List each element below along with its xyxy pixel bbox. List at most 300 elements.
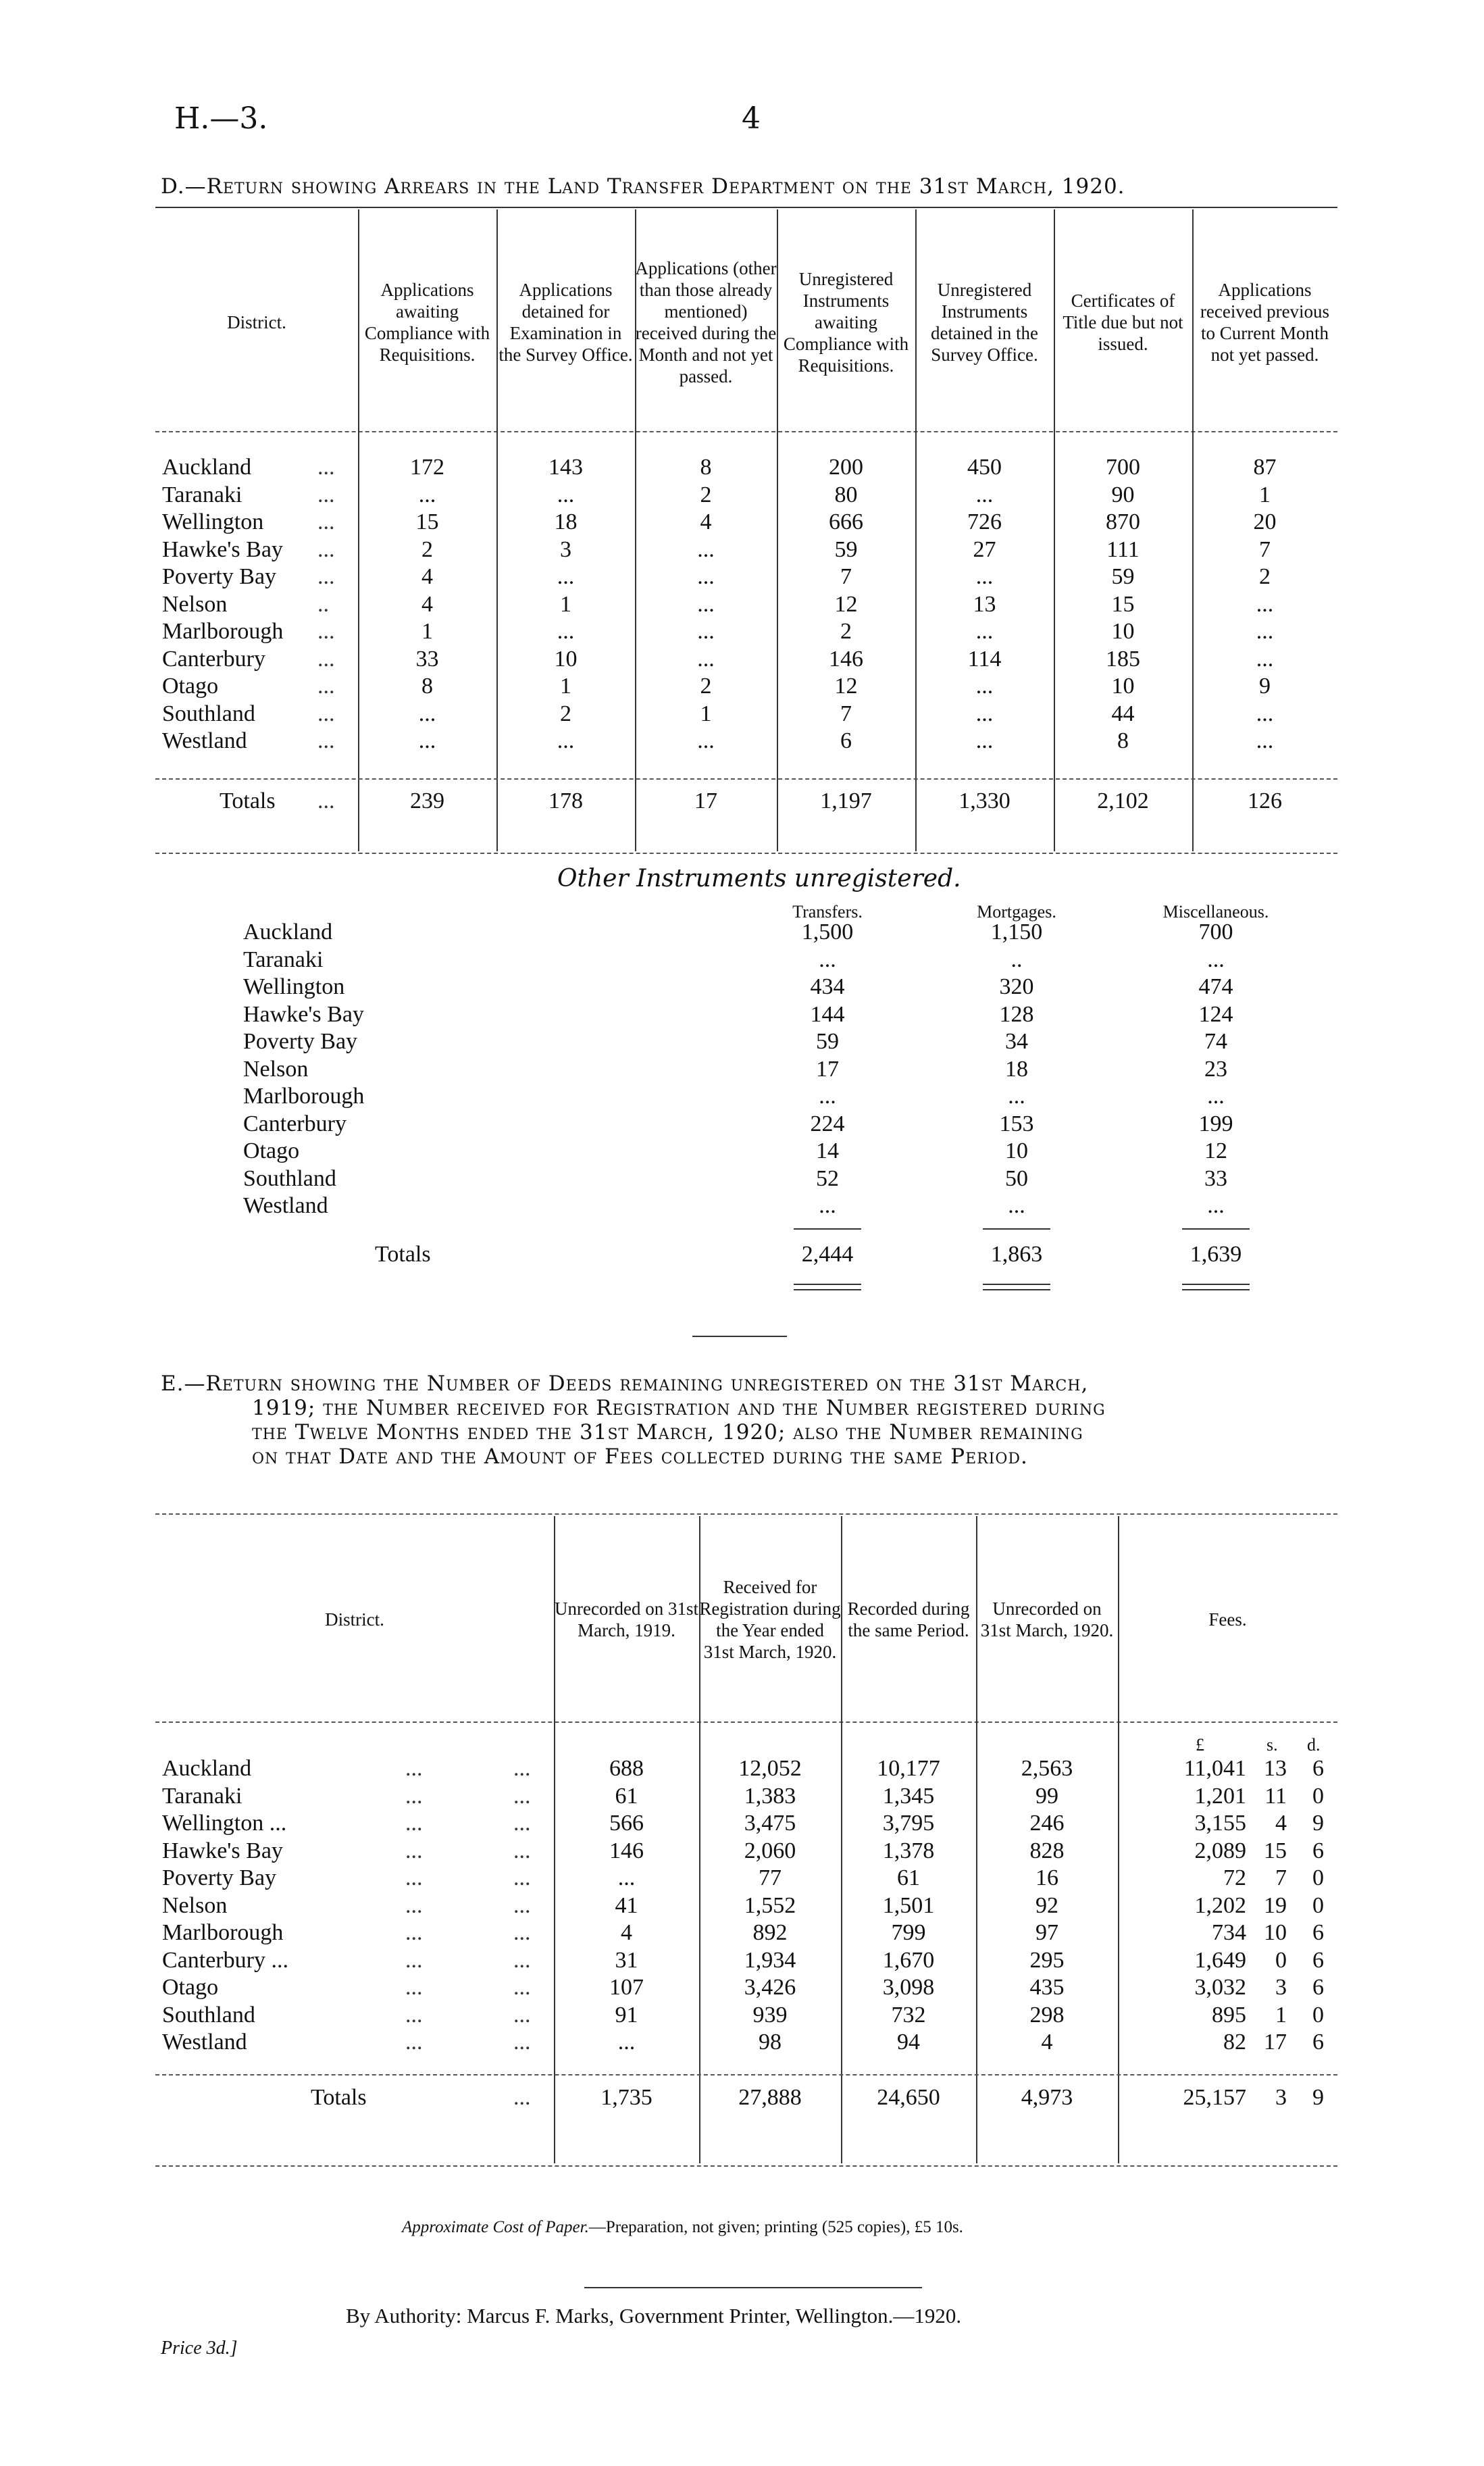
column-header xyxy=(554,1521,699,1717)
value-cell: 1,552 xyxy=(744,1892,796,1918)
value-cell: 4 xyxy=(1041,2030,1053,2055)
value-cell: 178 xyxy=(548,788,583,813)
fees-pence: 0 xyxy=(1312,2002,1324,2028)
price-note: Price 3d.] xyxy=(161,2338,238,2359)
value-cell: 23 xyxy=(1204,1056,1227,1082)
value-cell: ... xyxy=(1207,947,1225,972)
value-cell: 2,563 xyxy=(1021,1756,1073,1781)
value-cell: ... xyxy=(697,646,715,672)
leader-dots: ... xyxy=(513,2030,531,2055)
value-cell: 27 xyxy=(973,536,996,562)
district-name: Southland xyxy=(162,701,255,726)
column-header-text: Applications (other than those already mentioned) received during the Month and not yet passed. xyxy=(635,258,777,386)
leader-dots: ... xyxy=(405,2030,423,2055)
district-name: Nelson xyxy=(162,1892,228,1918)
column-header xyxy=(915,218,1054,427)
totals-rule xyxy=(155,2074,1337,2075)
value-cell: 10 xyxy=(554,646,578,672)
column-header xyxy=(358,218,496,427)
value-cell: 1,639 xyxy=(1189,1242,1242,1267)
totals-rule xyxy=(155,778,1337,780)
fees-pence: 0 xyxy=(1312,1865,1324,1890)
value-cell: 732 xyxy=(891,2002,926,2028)
value-cell: 2,102 xyxy=(1097,788,1149,813)
leader-dots: ... xyxy=(513,1975,531,2000)
table-e-title-line: Return showing the Number of Deeds remaining unregistered on the 31st March, xyxy=(205,1372,1089,1396)
leader-dots: ... xyxy=(317,564,335,589)
table-e-title-line: the Twelve Months ended the 31st March, 1920; also the Number remaining xyxy=(252,1420,1083,1444)
list-item xyxy=(0,1111,1484,1138)
district-name: Wellington xyxy=(243,974,345,999)
value-cell: 2 xyxy=(700,674,712,699)
leader-dots: ... xyxy=(405,1892,423,1918)
value-cell: 61 xyxy=(897,1865,920,1890)
value-cell: 4 xyxy=(421,591,433,617)
table-row xyxy=(0,646,1484,673)
value-cell: 1,378 xyxy=(882,1838,935,1863)
value-cell: ... xyxy=(557,564,575,589)
column-header-text: Applications detained for Examination in the Survey Office. xyxy=(498,280,633,365)
value-cell: ... xyxy=(697,619,715,644)
fees-unit: s. xyxy=(1266,1735,1278,1755)
value-cell: 114 xyxy=(967,646,1002,672)
value-cell: 1 xyxy=(560,591,571,617)
table-e-header-rule xyxy=(155,1721,1337,1723)
value-cell: 17 xyxy=(816,1056,839,1082)
value-cell: 1 xyxy=(700,701,712,726)
value-cell: 50 xyxy=(1005,1165,1028,1191)
fees-pence: 6 xyxy=(1312,1920,1324,1945)
column-header-text: Unrecorded on 31st March, 1919. xyxy=(555,1599,698,1640)
value-cell: 12 xyxy=(834,591,858,617)
section-separator xyxy=(692,1336,787,1337)
column-header-text: Applications awaiting Compliance with Requisitions. xyxy=(364,280,490,365)
authority-rule xyxy=(584,2287,922,2288)
table-d-prefix: D.— xyxy=(161,174,207,199)
district-name: Totals xyxy=(220,788,276,813)
leader-dots: ... xyxy=(317,788,335,813)
value-cell: 77 xyxy=(759,1865,782,1890)
column-header xyxy=(1054,218,1192,427)
value-cell: 6 xyxy=(840,728,852,753)
fees-shillings: 3 xyxy=(1275,1975,1287,2000)
table-row xyxy=(0,1947,1484,1974)
table-e-bottom-rule xyxy=(155,2165,1337,2167)
value-cell: 2 xyxy=(560,701,571,726)
other-instruments-title: Other Instruments unregistered. xyxy=(557,865,961,892)
district-name: Nelson xyxy=(243,1056,309,1082)
fees-pounds: 11,041 xyxy=(1183,1756,1246,1781)
value-cell: 1,500 xyxy=(801,920,854,945)
value-cell: ... xyxy=(418,482,436,507)
leader-dots: ... xyxy=(405,1756,423,1781)
leader-dots: ... xyxy=(317,646,335,672)
table-row xyxy=(0,2029,1484,2056)
table-row xyxy=(0,1919,1484,1946)
fees-pence: 6 xyxy=(1312,1947,1324,1973)
value-cell: 1,863 xyxy=(990,1242,1043,1267)
leader-dots: ... xyxy=(405,1783,423,1809)
fees-pounds: 25,157 xyxy=(1183,2085,1246,2110)
value-cell: 726 xyxy=(967,509,1002,534)
cost-label: Approximate Cost of Paper. xyxy=(402,2218,589,2236)
district-name: Westland xyxy=(162,2030,247,2055)
column-header-text: Unregistered Instruments awaiting Compliance with Requisitions. xyxy=(783,269,909,376)
leader-dots: ... xyxy=(513,2085,531,2110)
fees-unit: d. xyxy=(1307,1735,1321,1755)
table-e-prefix: E.— xyxy=(161,1372,206,1396)
fees-pence: 9 xyxy=(1312,2085,1324,2110)
value-cell: 700 xyxy=(1198,920,1233,945)
leader-dots: ... xyxy=(513,1947,531,1973)
sum-rule xyxy=(1182,1228,1250,1230)
district-name: Taranaki xyxy=(243,947,324,972)
value-cell: 99 xyxy=(1035,1783,1058,1809)
table-row xyxy=(0,1755,1484,1782)
table-e-title-line: 1919; the Number received for Registration and the Number registered during xyxy=(252,1396,1106,1420)
value-cell: 1,197 xyxy=(820,788,872,813)
fees-shillings: 19 xyxy=(1264,1892,1287,1918)
table-row xyxy=(0,1892,1484,1919)
table-d-top-rule xyxy=(155,207,1337,208)
value-cell: 298 xyxy=(1029,2002,1065,2028)
value-cell: 870 xyxy=(1106,509,1140,534)
value-cell: 90 xyxy=(1111,482,1135,507)
column-header xyxy=(155,218,358,427)
column-header-text: Unrecorded on 31st March, 1920. xyxy=(980,1599,1114,1640)
value-cell: 185 xyxy=(1106,646,1140,672)
value-cell: 59 xyxy=(834,536,858,562)
district-name: Auckland xyxy=(243,920,333,945)
column-header-text: Recorded during the same Period. xyxy=(847,1599,970,1640)
value-cell: 126 xyxy=(1248,788,1282,813)
value-cell: 59 xyxy=(816,1029,839,1054)
fees-pounds: 72 xyxy=(1223,1865,1246,1890)
leader-dots: ... xyxy=(317,509,335,534)
value-cell: 7 xyxy=(840,564,852,589)
table-row xyxy=(0,673,1484,700)
value-cell: 4 xyxy=(421,564,433,589)
district-name: Wellington ... xyxy=(162,1811,287,1836)
column-header xyxy=(976,1521,1118,1717)
fees-pounds: 1,201 xyxy=(1194,1783,1246,1809)
value-cell: 153 xyxy=(999,1111,1034,1136)
district-name: Auckland xyxy=(162,455,252,480)
list-item xyxy=(0,919,1484,946)
column-header-text: Unregistered Instruments detained in the Survey Office. xyxy=(931,280,1038,365)
district-name: Totals xyxy=(311,2085,367,2110)
value-cell: 8 xyxy=(1117,728,1129,753)
fees-shillings: 3 xyxy=(1275,2085,1287,2110)
table-d-header-rule xyxy=(155,431,1337,432)
value-cell: 80 xyxy=(834,482,858,507)
sum-rule xyxy=(983,1228,1050,1230)
leader-dots: ... xyxy=(317,674,335,699)
cost-text: —Preparation, not given; printing (525 copies), £5 10s. xyxy=(588,2218,963,2236)
value-cell: 2,444 xyxy=(801,1242,854,1267)
value-cell: 4,973 xyxy=(1021,2085,1073,2110)
leader-dots: ... xyxy=(317,455,335,480)
leader-dots: ... xyxy=(513,1811,531,1836)
fees-pounds: 895 xyxy=(1212,2002,1246,2028)
value-cell: 10,177 xyxy=(877,1756,940,1781)
district-name: Westland xyxy=(162,728,247,753)
value-cell: ... xyxy=(697,728,715,753)
value-cell: 94 xyxy=(897,2030,920,2055)
fees-pence: 6 xyxy=(1312,1975,1324,2000)
district-name: Hawke's Bay xyxy=(162,536,283,562)
value-cell: ... xyxy=(1207,1084,1225,1109)
value-cell: 34 xyxy=(1005,1029,1028,1054)
column-header-text: District. xyxy=(227,312,286,332)
district-name: Taranaki xyxy=(162,1783,242,1809)
value-cell: 10 xyxy=(1005,1138,1028,1163)
value-cell: 4 xyxy=(700,509,712,534)
district-name: Southland xyxy=(162,2002,255,2028)
fees-pounds: 1,649 xyxy=(1194,1947,1246,1973)
leader-dots: ... xyxy=(317,619,335,644)
totals-row xyxy=(0,1241,1484,1268)
value-cell: 2 xyxy=(1259,564,1271,589)
value-cell: 199 xyxy=(1198,1111,1233,1136)
leader-dots: ... xyxy=(513,1892,531,1918)
value-cell: 107 xyxy=(609,1975,644,2000)
fees-pounds: 3,032 xyxy=(1194,1975,1246,2000)
table-d-title xyxy=(161,174,1125,199)
value-cell: 1 xyxy=(1259,482,1271,507)
column-header xyxy=(777,218,915,427)
fees-shillings: 0 xyxy=(1275,1947,1287,1973)
value-cell: 91 xyxy=(615,2002,638,2028)
value-cell: 828 xyxy=(1029,1838,1065,1863)
table-row xyxy=(0,536,1484,563)
district-name: Otago xyxy=(243,1138,300,1163)
value-cell: 41 xyxy=(615,1892,638,1918)
value-cell: ... xyxy=(819,947,836,972)
list-item xyxy=(0,1056,1484,1083)
fees-shillings: 10 xyxy=(1264,1920,1287,1945)
value-cell: 2 xyxy=(840,619,852,644)
leader-dots: ... xyxy=(405,1865,423,1890)
district-name: Canterbury xyxy=(162,646,265,672)
value-cell: 3,098 xyxy=(882,1975,935,2000)
column-header: Miscellaneous. xyxy=(1162,902,1269,922)
leader-dots: ... xyxy=(405,1975,423,2000)
value-cell: 98 xyxy=(759,2030,782,2055)
value-cell: 1,735 xyxy=(600,2085,653,2110)
fees-pounds: 82 xyxy=(1223,2030,1246,2055)
district-name: Taranaki xyxy=(162,482,242,507)
table-row xyxy=(0,1865,1484,1892)
value-cell: ... xyxy=(975,728,994,753)
value-cell: 939 xyxy=(752,2002,788,2028)
table-row xyxy=(0,701,1484,728)
page-number: 4 xyxy=(742,101,761,136)
value-cell: ... xyxy=(697,591,715,617)
fees-pounds: 1,202 xyxy=(1194,1892,1246,1918)
table-row xyxy=(0,591,1484,618)
fees-pence: 0 xyxy=(1312,1892,1324,1918)
value-cell: 13 xyxy=(973,591,996,617)
table-d-bottom-rule xyxy=(155,853,1337,854)
value-cell: ... xyxy=(1256,701,1274,726)
leader-dots: ... xyxy=(405,1811,423,1836)
fees-pounds: 2,089 xyxy=(1194,1838,1246,1863)
value-cell: 2 xyxy=(421,536,433,562)
district-name: Wellington xyxy=(162,509,264,534)
value-cell: ... xyxy=(697,564,715,589)
table-row xyxy=(0,618,1484,645)
value-cell: 10 xyxy=(1111,619,1135,644)
value-cell: 1,330 xyxy=(958,788,1010,813)
totals-label: Totals xyxy=(375,1242,431,1267)
fees-shillings: 11 xyxy=(1264,1783,1287,1809)
value-cell: 31 xyxy=(615,1947,638,1973)
column-header-text: Applications received previous to Current Month not yet passed. xyxy=(1200,280,1330,365)
value-cell: 1,670 xyxy=(882,1947,935,1973)
list-item xyxy=(0,1165,1484,1192)
value-cell: ... xyxy=(1008,1193,1025,1218)
value-cell: 146 xyxy=(609,1838,644,1863)
district-name: Marlborough xyxy=(162,619,284,644)
district-name: Hawke's Bay xyxy=(162,1838,283,1863)
table-e-title xyxy=(161,1372,1106,1469)
table-row xyxy=(0,563,1484,590)
fees-pence: 6 xyxy=(1312,1838,1324,1863)
totals-row xyxy=(0,2084,1484,2111)
value-cell: 7 xyxy=(840,701,852,726)
column-header xyxy=(635,218,777,427)
district-name: Southland xyxy=(243,1165,336,1191)
column-header xyxy=(1118,1521,1337,1717)
column-header-text: Received for Registration during the Year ended 31st March, 1920. xyxy=(699,1577,841,1662)
value-cell: 892 xyxy=(752,1920,788,1945)
value-cell: 15 xyxy=(1111,591,1135,617)
district-name: Nelson xyxy=(162,591,228,617)
value-cell: ... xyxy=(617,2030,636,2055)
value-cell: 144 xyxy=(810,1001,845,1027)
fees-pence: 6 xyxy=(1312,1756,1324,1781)
value-cell: 3,426 xyxy=(744,1975,796,2000)
value-cell: 474 xyxy=(1198,974,1233,999)
column-header: Transfers. xyxy=(792,902,863,922)
value-cell: 799 xyxy=(891,1920,926,1945)
totals-row xyxy=(0,788,1484,815)
value-cell: 59 xyxy=(1111,564,1135,589)
value-cell: 3,475 xyxy=(744,1811,796,1836)
value-cell: 17 xyxy=(694,788,717,813)
district-name: Canterbury xyxy=(243,1111,347,1136)
column-header xyxy=(1192,218,1337,427)
district-name: Poverty Bay xyxy=(243,1029,358,1054)
value-cell: 666 xyxy=(829,509,863,534)
column-header xyxy=(699,1521,841,1717)
sum-rule xyxy=(794,1228,861,1230)
value-cell: ... xyxy=(557,728,575,753)
table-row xyxy=(0,2002,1484,2029)
fees-pounds: 734 xyxy=(1212,1920,1246,1945)
value-cell: 44 xyxy=(1111,701,1135,726)
value-cell: 239 xyxy=(410,788,444,813)
value-cell: 7 xyxy=(1259,536,1271,562)
authority-line: By Authority: Marcus F. Marks, Government Printer, Wellington.—1920. xyxy=(346,2304,962,2327)
value-cell: 20 xyxy=(1253,509,1277,534)
double-rule xyxy=(794,1289,861,1290)
value-cell: 24,650 xyxy=(877,2085,940,2110)
district-name: Auckland xyxy=(162,1756,252,1781)
leader-dots: ... xyxy=(317,701,335,726)
value-cell: ... xyxy=(1256,728,1274,753)
table-d-title-text: Return showing Arrears in the Land Transfer Department on the 31st March, 1920. xyxy=(206,174,1125,199)
value-cell: 14 xyxy=(816,1138,839,1163)
value-cell: ... xyxy=(819,1193,836,1218)
value-cell: 224 xyxy=(810,1111,845,1136)
value-cell: 246 xyxy=(1029,1811,1065,1836)
leader-dots: ... xyxy=(513,1756,531,1781)
leader-dots: ... xyxy=(513,1783,531,1809)
table-row xyxy=(0,1783,1484,1810)
value-cell: 8 xyxy=(700,455,712,480)
fees-shillings: 13 xyxy=(1264,1756,1287,1781)
table-row xyxy=(0,482,1484,509)
value-cell: ... xyxy=(975,674,994,699)
value-cell: ... xyxy=(418,701,436,726)
fees-unit: £ xyxy=(1196,1735,1204,1755)
leader-dots: ... xyxy=(405,2002,423,2028)
value-cell: 146 xyxy=(829,646,863,672)
list-item xyxy=(0,947,1484,974)
value-cell: ... xyxy=(697,536,715,562)
table-row xyxy=(0,1838,1484,1865)
value-cell: ... xyxy=(1207,1193,1225,1218)
district-name: Westland xyxy=(243,1193,328,1218)
double-rule xyxy=(1182,1289,1250,1290)
value-cell: 12 xyxy=(1204,1138,1227,1163)
value-cell: 143 xyxy=(548,455,583,480)
value-cell: 128 xyxy=(999,1001,1034,1027)
value-cell: 87 xyxy=(1253,455,1277,480)
value-cell: 33 xyxy=(1204,1165,1227,1191)
value-cell: 1,383 xyxy=(744,1783,796,1809)
leader-dots: ... xyxy=(513,1838,531,1863)
value-cell: 97 xyxy=(1035,1920,1058,1945)
leader-dots: ... xyxy=(317,728,335,753)
column-header: Mortgages. xyxy=(977,902,1056,922)
value-cell: 688 xyxy=(609,1756,644,1781)
value-cell: 1 xyxy=(560,674,571,699)
column-header-text: Fees. xyxy=(1208,1609,1247,1630)
list-item xyxy=(0,1028,1484,1055)
value-cell: 52 xyxy=(816,1165,839,1191)
column-header xyxy=(155,1521,554,1717)
value-cell: 15 xyxy=(415,509,439,534)
leader-dots: ... xyxy=(405,1947,423,1973)
value-cell: 8 xyxy=(421,674,433,699)
value-cell: 33 xyxy=(415,646,439,672)
column-header xyxy=(841,1521,976,1717)
value-cell: 2,060 xyxy=(744,1838,796,1863)
value-cell: ... xyxy=(1008,1084,1025,1109)
value-cell: ... xyxy=(1256,619,1274,644)
district-name: Poverty Bay xyxy=(162,564,277,589)
leader-dots: ... xyxy=(405,1920,423,1945)
value-cell: ... xyxy=(975,564,994,589)
value-cell: 4 xyxy=(621,1920,632,1945)
value-cell: 3 xyxy=(560,536,571,562)
value-cell: .. xyxy=(1010,947,1023,972)
leader-dots: .. xyxy=(317,591,329,617)
fees-pence: 9 xyxy=(1312,1811,1324,1836)
